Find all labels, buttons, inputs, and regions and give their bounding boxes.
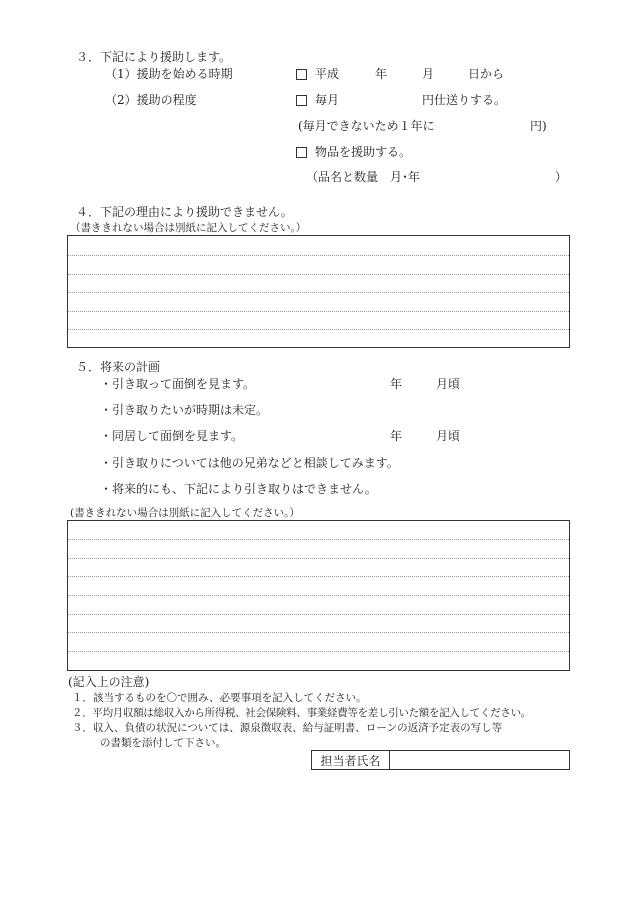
monthly-checkbox[interactable] xyxy=(296,95,307,106)
plan-item-1-year: 年 xyxy=(390,377,403,391)
monthly-label: 毎月 xyxy=(315,93,340,107)
month-label: 月 xyxy=(422,67,435,81)
start-time-checkbox[interactable] xyxy=(296,69,307,80)
plan-item-3-year: 年 xyxy=(390,429,403,443)
yearly-paren-open: (毎月できないため１年に xyxy=(298,119,435,133)
plan-item-4: ・引き取りについては他の兄弟などと相談してみます。 xyxy=(100,456,399,470)
plan-item-1: ・引き取って面倒を見ます。 xyxy=(100,377,256,391)
note-item-3: ３．収入、負債の状況については、源泉徴収表、給与証明書、ローンの返済予定表の写し等 xyxy=(72,722,503,734)
note-item-3-cont: の書類を添付して下さい。 xyxy=(100,737,226,749)
plan-item-3-month: 月頃 xyxy=(436,429,461,443)
note-item-2: ２．平均月収額は総収入から所得税、社会保険料、事業経費等を差し引いた額を記入してください。 xyxy=(72,707,531,719)
section4-reason-box[interactable] xyxy=(67,235,570,348)
support-level-label: （2）援助の程度 xyxy=(105,93,197,107)
plan-item-2: ・引き取りたいが時期は未定。 xyxy=(100,403,269,417)
goods-paren-close: ） xyxy=(555,170,568,184)
section4-heading: ４．下記の理由により援助できません。 xyxy=(76,205,293,219)
era-label: 平成 xyxy=(315,67,340,81)
yearly-paren-close: 円) xyxy=(530,119,547,133)
section5-note: (書ききれない場合は別紙に記入してください。） xyxy=(70,507,300,519)
goods-checkbox[interactable] xyxy=(296,147,307,158)
day-from-label: 日から xyxy=(468,67,505,81)
year-label: 年 xyxy=(375,67,388,81)
section4-note: （書ききれない場合は別紙に記入してください。） xyxy=(70,222,307,234)
start-time-label: （1）援助を始める時期 xyxy=(105,67,233,81)
section3-heading: ３．下記により援助します。 xyxy=(76,50,232,64)
section5-heading: ５．将来の計画 xyxy=(76,360,161,374)
yen-send-label: 円仕送りする。 xyxy=(422,93,507,107)
plan-item-3: ・同居して面倒を見ます。 xyxy=(100,429,244,443)
notes-heading: (記入上の注意) xyxy=(68,675,150,689)
staff-name-box xyxy=(311,750,570,770)
staff-name-field[interactable] xyxy=(390,751,569,769)
goods-label: 物品を援助する。 xyxy=(315,145,412,159)
staff-name-label: 担当者氏名 xyxy=(312,751,390,769)
plan-item-5: ・将来的にも、下記により引き取りはできません。 xyxy=(100,482,377,496)
goods-paren-open: （品名と数量 月･年 xyxy=(306,170,421,184)
plan-item-1-month: 月頃 xyxy=(436,377,461,391)
note-item-1: １．該当するものを〇で囲み、必要事項を記入してください。 xyxy=(72,692,367,704)
section5-reason-box[interactable] xyxy=(67,520,570,671)
